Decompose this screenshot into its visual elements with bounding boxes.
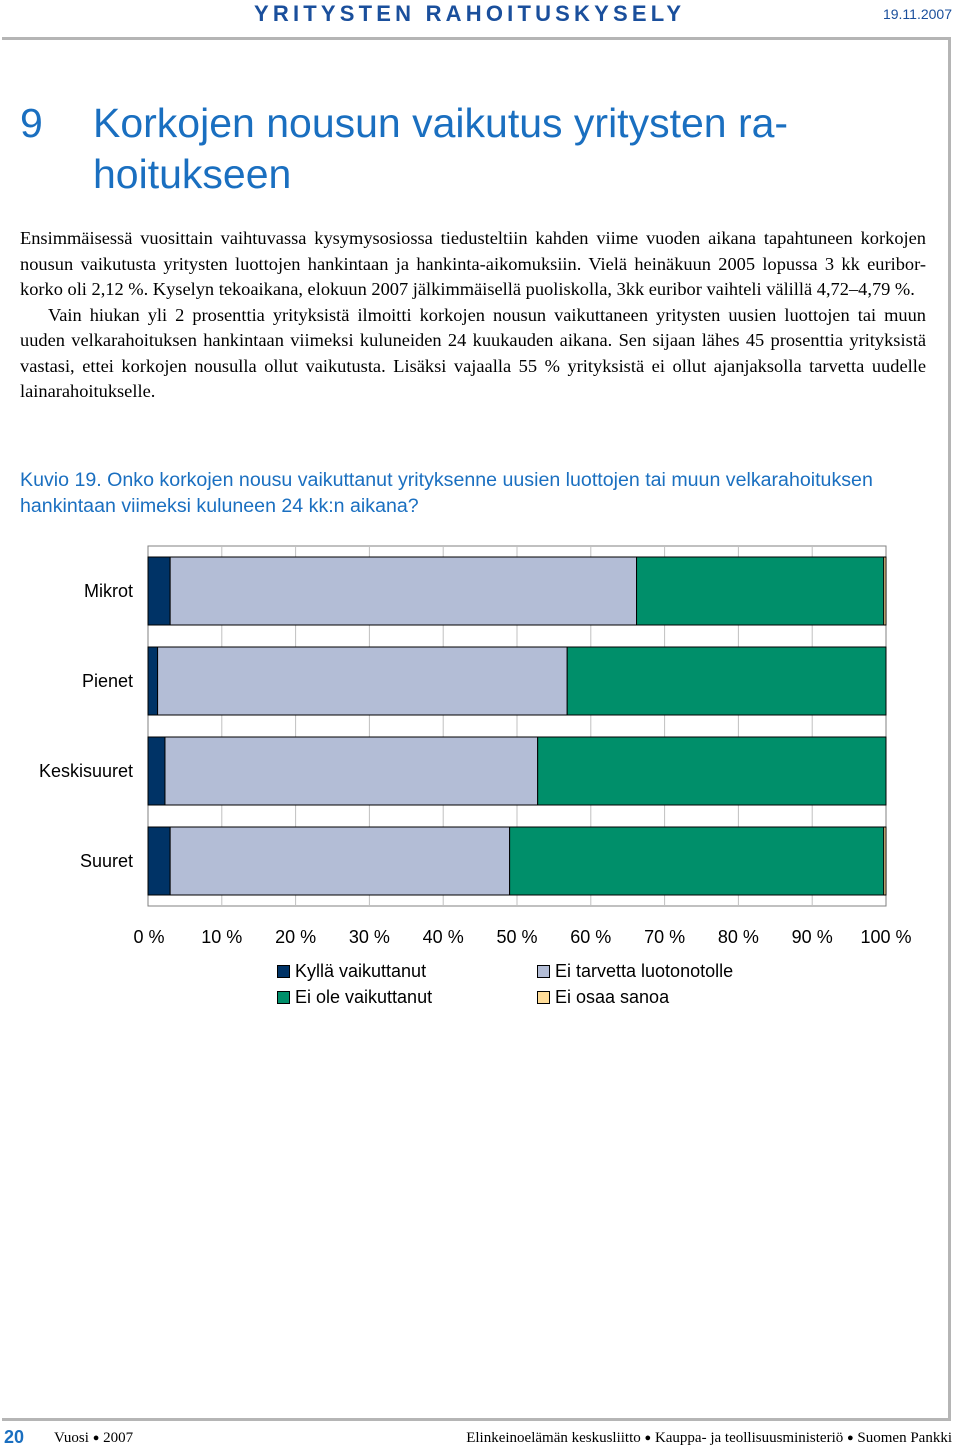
legend-item [277,961,426,982]
report-title: YRITYSTEN RAHOITUSKYSELY [254,1,686,26]
x-tick-label: 80 % [717,927,759,947]
category-label: Pienet [81,671,133,691]
bar-segment [637,557,884,625]
footer-divider [2,1418,951,1421]
x-tick-label: 30 % [348,927,390,947]
bar-segment [567,647,886,715]
section-title-line: hoitukseen [93,151,292,197]
legend-swatch [277,965,290,978]
legend-label: Ei tarvetta luotonotolle [555,961,734,981]
chart-legend [277,961,837,1013]
legend-label: Kyllä vaikuttanut [295,961,427,981]
footer-year [54,1430,133,1447]
x-tick-label: 100 % [860,927,912,947]
x-tick-label: 10 % [201,927,243,947]
x-tick-label: 90 % [791,927,833,947]
section-title-line: Korkojen nousun vaikutus yritysten ra- [93,100,789,146]
publisher-sp: Suomen Pankki [857,1430,952,1446]
page-number: 20 [4,1427,25,1447]
bar-segment [158,647,568,715]
category-label: Mikrot [84,581,133,601]
x-tick-label: 60 % [570,927,612,947]
legend-label: Ei ole vaikuttanut [295,987,433,1007]
bar-segment [165,737,538,805]
legend-swatch [537,965,550,978]
legend-item [277,987,432,1008]
bar-segment [884,827,886,895]
bar-segment [170,827,509,895]
body-text [20,226,926,405]
legend-item [537,961,733,982]
stacked-bar-chart [0,540,960,960]
bullet-icon: ● [644,1432,652,1444]
bar-segment [148,557,170,625]
bar-segment [884,557,886,625]
legend-swatch [277,991,290,1004]
bar-segment [148,737,165,805]
report-date: 19.11.2007 [882,6,952,22]
figure-caption: Kuvio 19. Onko korkojen nousu vaikuttanut yrityksenne uusien luottojen tai muun velkarahoituksen hankintaan viimeksi kuluneen 24 kk:n aikana? [20,469,873,517]
publisher-ek: Elinkeinoelämän keskusliitto [466,1430,641,1446]
legend-swatch [537,991,550,1004]
section-title [93,98,923,200]
bullet-icon: ● [92,1432,100,1444]
paragraph-2: Vain hiukan yli 2 prosenttia yrityksistä ilmoitti korkojen nousun vaikuttaneen yritysten uusien luottojen tai muun uuden velkarahoituksen hankintaan viimeksi kuluneiden 24 kuukauden aikana. Sen sijaan lähes 45 prosenttia yrityksistä vastasi, ettei korkojen nousulla ollut vaikutusta. Lisäksi vajaalla 55 % yrityksistä ei ollut ajanjaksolla tarvetta uudelle lainarahoitukselle. [20,304,926,401]
x-tick-label: 40 % [422,927,464,947]
footer-publishers [466,1430,952,1447]
bar-segment [148,827,170,895]
legend-label: Ei osaa sanoa [555,987,670,1007]
footer-year-label: Vuosi [54,1430,89,1446]
footer-year-value: 2007 [103,1430,134,1446]
bar-segment [510,827,884,895]
publisher-ktm: Kauppa- ja teollisuusministeriö [654,1430,844,1446]
x-tick-label: 50 % [496,927,538,947]
x-tick-label: 0 % [133,927,165,947]
section-number: 9 [20,100,43,146]
x-tick-label: 20 % [275,927,317,947]
bar-segment [148,647,158,715]
bar-segment [538,737,886,805]
bullet-icon: ● [847,1432,854,1444]
x-tick-label: 70 % [644,927,686,947]
category-label: Keskisuuret [38,761,133,781]
legend-item [537,987,669,1008]
category-label: Suuret [79,851,133,871]
paragraph-1: Ensimmäisessä vuosittain vaihtuvassa kysymysosiossa tiedusteltiin kahden viime vuoden aikana tapahtuneen korkojen nousun vaikutusta yritysten luottojen hankintaan ja hankinta-aikomuksiin. Vielä heinäkuun 2005 lopussa 3 kk euribor-korko oli 2,12 %. Kyselyn tekoaikana, elokuun 2007 jälkimmäisellä puoliskolla, 3kk euribor vaihteli välillä 4,72–4,79 %. [20,228,926,299]
bar-segment [170,557,636,625]
